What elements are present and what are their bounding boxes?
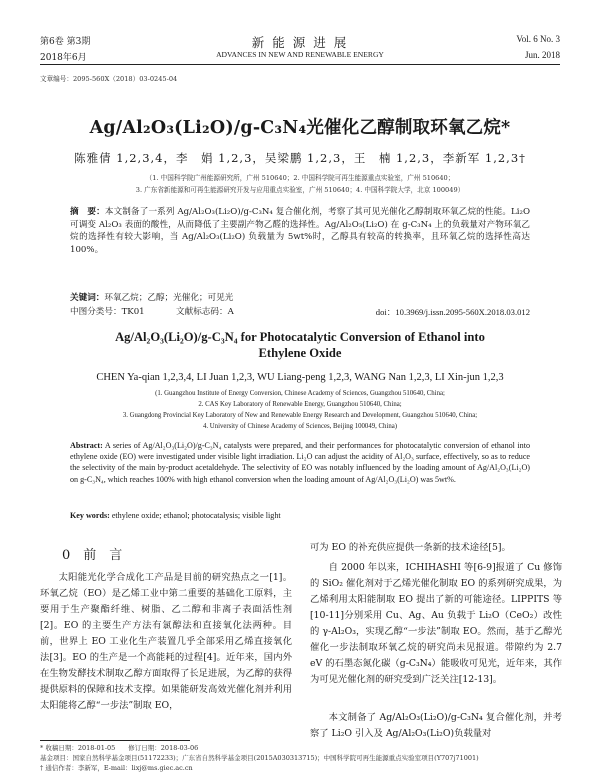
keywords-cn-label: 关键词： [70,293,105,303]
abstract-cn-label: 摘 要： [70,207,105,217]
affiliation-cn-2: 3. 广东省新能源和可再生能源研究开发与应用重点实验室，广州 510640；4. 中国科学院大学，北京 100049） [135,186,465,194]
authors-en: CHEN Ya-qian 1,2,3,4, LI Juan 1,2,3, WU Liang-peng 1,2,3, WANG Nan 1,2,3, LI Xin-jun 1,2,3 [96,372,504,383]
article-number: 文章编号：2095-560X（2018）03-0245-04 [40,75,178,83]
abstract-cn [70,206,530,256]
clc-number: 中图分类号：TK01 [70,307,145,317]
header-date-cn: 2018年6月 [40,53,87,63]
footnote-rule [40,740,190,741]
abstract-en [70,440,530,485]
affiliation-en-1: (1. Guangzhou Institute of Energy Conversion, Chinese Academy of Sciences, Guangzhou 510640, China; [155,390,445,397]
abstract-cn-text: 本文制备了一系列 Ag/Al₂O₃(Li₂O)/g-C₃N₄ 复合催化剂，考察了其可见光催化乙醇制取环氧乙烷的性能。Li₂O 可调变 Al₂O₃ 表面的酸性，从而降低了主要副产物乙醛的选择性。Ag/Al₂O₃(Li₂O) 在 g-C₃N₄ 上的负载量对产物环氧乙烷的选择性有较大影响，当 Ag/Al₂O₃(Li₂O) 负载量为 5wt%时，乙醇具有较高的转换率，且环氧乙烷的选择性高达 100%。 [70,207,530,255]
journal-title-cn: 新 能 源 进 展 [251,35,349,50]
journal-title-en: ADVANCES IN NEW AND RENEWABLE ENERGY [216,50,384,59]
intro-left-column: 太阳能光化学合成化工产品是目前的研究热点之一[1]。环氧乙烷（EO）是乙烯工业中第二重要的基础化工原料，主要用于生产聚酯纤维、树脂、乙二醇和非离子表面活性剂[2]。EO 的主要生产方法有氯醇法和直接氧化法两种。目前，世界上 EO 工业化生产装置几乎全部采用乙烯直接氧化法[3]。EO 的生产是一个高能耗的过程[4]。近年来，国内外在生物发酵技术制取乙醇方面取得了长足进展，为乙醇的获得提供原料的保障和技术支撑。如果能研发高效光催化剂并利用太阳能将乙醇“一步法”制取 EO， [40,572,292,711]
title-en-line1: Ag/Al₂O₃(Li₂O)/g-C₃N₄ for Photocatalytic Conversion of Ethanol into [115,330,485,344]
title-en-line2: Ethylene Oxide [258,346,342,360]
section-heading-intro: 0 前 言 [62,548,123,563]
intro-right-para-2: 自 2000 年以来，ICHIHASHI 等[6-9]报道了 Cu 修饰的 SiO₂ 催化剂对于乙烯光催化制取 EO 的系列研究成果，为乙烯利用太阳能制取 EO 提出了新的可能途径。LIPPITS 等[10-11]分别采用 Cu、Ag、Au 负载于 Li₂O（CeO₂）改性的 γ-Al₂O₃，实现乙醇“一步法”制取 EO。然而，基于乙醇光催化一步法制取环氧乙烷的研究尚未见报道。带隙约为 2.7 eV 的石墨态氮化碳（g-C₃N₄）能吸收可见光，近年来，其作为可见光催化剂的研究受到广泛关注[12-13]。 [310,562,562,685]
intro-right-para-3: 本文制备了 Ag/Al₂O₃(Li₂O)/g-C₃N₄ 复合催化剂，并考察了 Li₂O 引入及 Ag/Al₂O₃(Li₂O)负载量对 [310,712,562,739]
affiliation-en-4: 4. University of Chinese Academy of Sciences, Beijing 100049, China) [202,423,398,430]
affiliation-cn-1: （1. 中国科学院广州能源研究所，广州 510640；2. 中国科学院可再生能源重点实验室，广州 510640； [145,174,455,182]
keywords-cn [70,292,233,305]
affiliation-en-2: 2. CAS Key Laboratory of Renewable Energy, Guangzhou 510640, China; [198,401,402,408]
header-volume-en: Vol. 6 No. 3 [516,34,560,44]
footnote-corresponding-author: † 通信作者：李新军，E-mail：lixj@ms.giec.ac.cn [40,764,193,772]
header-date-en: Jun. 2018 [524,50,560,60]
abstract-en-text: A series of Ag/Al₂O₃(Li₂O)/g-C₃N₄ catalysts were prepared, and their performances for photocatalytic conversion of ethanol into ethylene oxide (EO) were investigated under visible light irradiation. Li₂O can adjust the acidity of Al₂O₃ surface, effectively, so as to reduce the selectivity of the main by-product acetaldehyde. The selectivity of EO was notably influenced by the loading amount of Ag/Al₂O₃(Li₂O) on g-C₃N₄, which reaches 100% with high ethanol conversion when the loading amount of Ag/Al₂O₃(Li₂O) was 5wt%. [70,441,531,484]
title-cn: Ag/Al₂O₃(Li₂O)/g-C₃N₄光催化乙醇制取环氧乙烷* [89,118,511,138]
keywords-en [70,510,281,521]
abstract-en-label: Abstract: [70,441,103,450]
header-rule [40,64,560,65]
footnote-dates: * 收稿日期：2018-01-05 修订日期：2018-03-06 [40,744,199,752]
doi: doi：10.3969/j.issn.2095-560X.2018.03.012 [375,307,530,317]
keywords-en-text: ethylene oxide; ethanol; photocatalysis; visible light [111,511,281,520]
header-volume-cn: 第6卷 第3期 [40,37,91,47]
keywords-cn-text: 环氧乙烷；乙醇；光催化；可见光 [104,293,234,303]
footnote-funding: 基金项目：国家自然科学基金项目(51172233)；广东省自然科学基金项目(2015A030313715)；中国科学院可再生能源重点实验室项目(Y707j71001) [40,754,479,762]
keywords-en-label: Key words: [70,511,110,520]
document-code: 文献标志码：A [176,307,234,317]
intro-right-para-1: 可为 EO 的补充供应提供一条新的技术途径[5]。 [310,542,511,553]
affiliation-en-3: 3. Guangdong Provincial Key Laboratory of New and Renewable Energy Research and Development, Guangzhou 510640, China; [122,412,478,419]
authors-cn: 陈雅倩 1,2,3,4，李 娟 1,2,3，吴梁鹏 1,2,3，王 楠 1,2,3，李新军 1,2,3† [74,151,526,165]
